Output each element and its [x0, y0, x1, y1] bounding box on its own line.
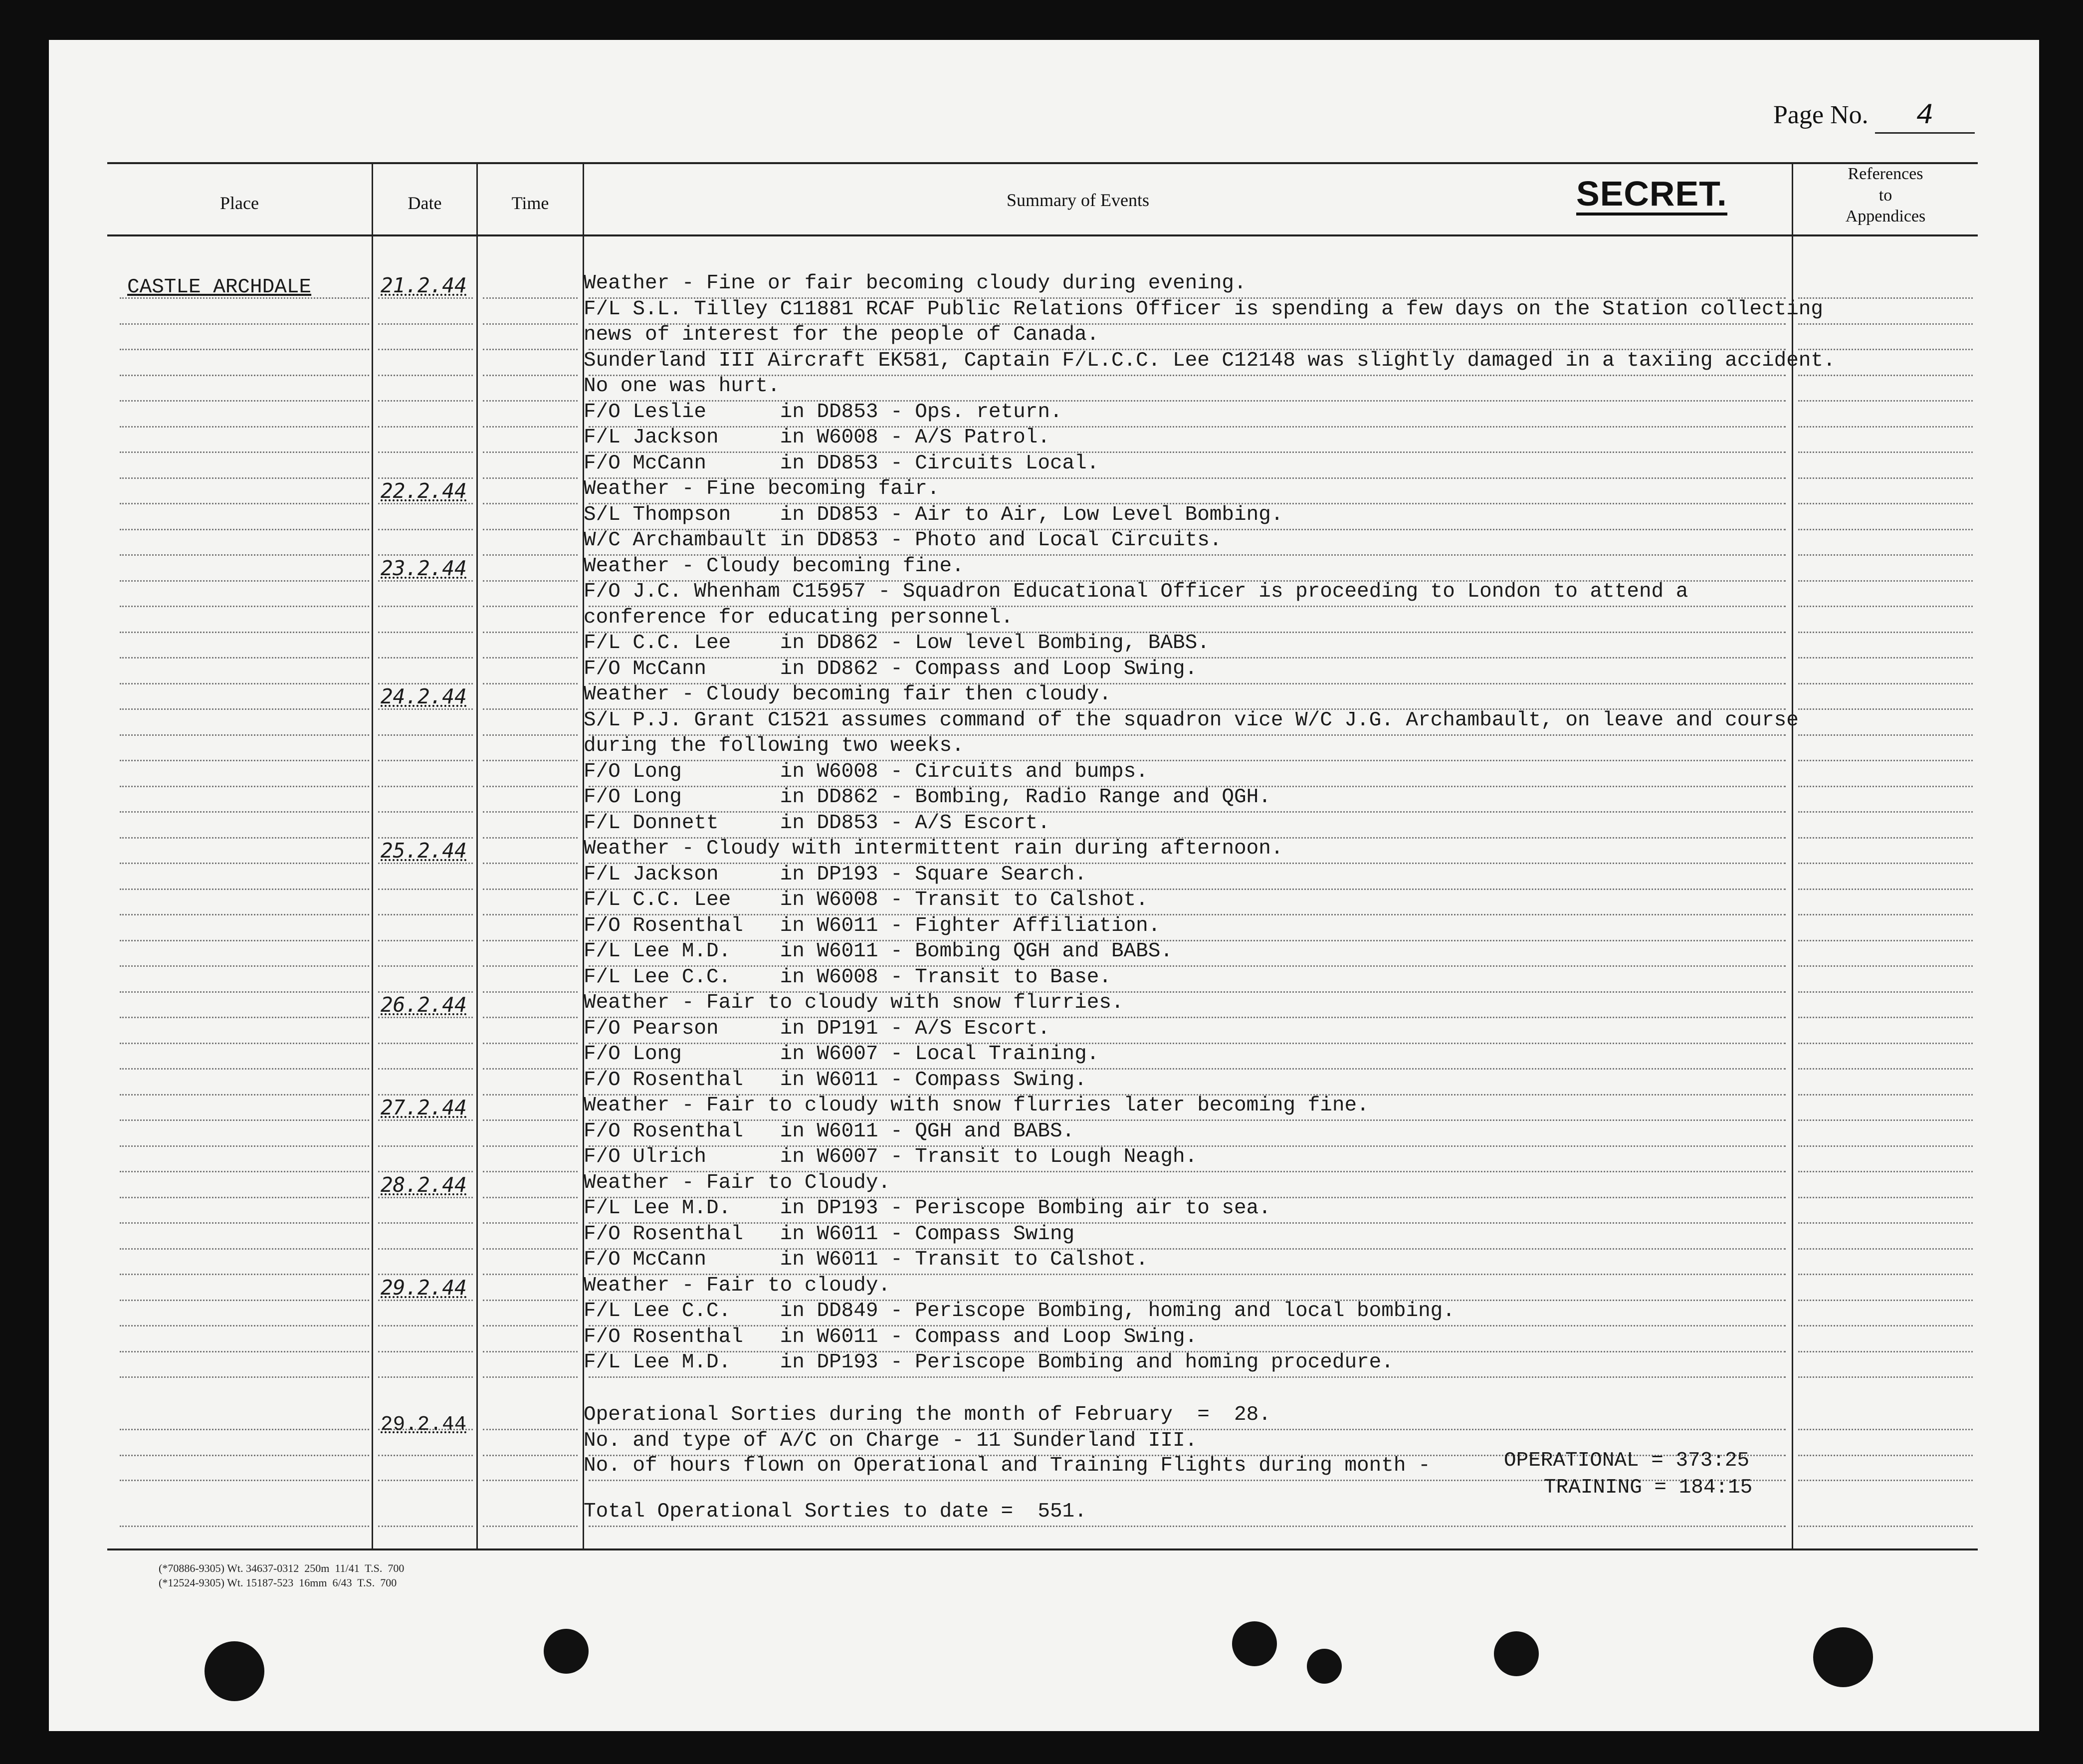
row-summary: during the following two weeks. [584, 734, 964, 757]
form-footer [159, 1561, 404, 1590]
row-ruling [483, 863, 578, 864]
row-ruling [483, 991, 578, 993]
row-ruling [483, 1043, 578, 1044]
row-ruling [1798, 554, 1973, 556]
row-ruling [483, 837, 578, 839]
row-summary: F/O Rosenthal in W6011 - Fighter Affiliation. [584, 914, 1161, 937]
row-ruling [120, 657, 369, 659]
row-ruling [483, 297, 578, 299]
row-ruling [483, 708, 578, 710]
row-ruling [1798, 375, 1973, 376]
row-ruling [483, 1325, 578, 1326]
row-ruling [1798, 914, 1973, 915]
row-ruling [378, 863, 473, 864]
header-time: Time [511, 193, 549, 213]
row-ruling [483, 1145, 578, 1147]
row-ruling [483, 1351, 578, 1352]
row-ruling [483, 426, 578, 428]
row-summary: Weather - Fine becoming fair. [584, 477, 940, 500]
row-summary: Weather - Cloudy with intermittent rain during afternoon. [584, 837, 1283, 860]
row-ruling [378, 503, 473, 504]
row-summary: F/L Lee M.D. in DP193 - Periscope Bombing air to sea. [584, 1197, 1271, 1220]
row-summary: Weather - Cloudy becoming fair then cloudy. [584, 683, 1111, 706]
row-date: 28.2.44 [381, 1173, 467, 1197]
row-ruling [120, 1526, 369, 1527]
row-ruling [120, 451, 369, 453]
row-ruling [1798, 1429, 1973, 1430]
row-ruling [378, 606, 473, 607]
row-summary: F/O Long in W6008 - Circuits and bumps. [584, 760, 1148, 783]
binder-hole [1232, 1621, 1277, 1666]
row-ruling [1798, 1300, 1973, 1301]
row-ruling [1798, 606, 1973, 607]
row-ruling [378, 400, 473, 402]
row-summary: Weather - Fine or fair becoming cloudy during evening. [584, 272, 1247, 295]
row-ruling [378, 1119, 473, 1121]
header-date: Date [408, 193, 442, 213]
header-bottom-border [107, 234, 1978, 236]
row-ruling [483, 1429, 578, 1430]
row-date: 24.2.44 [381, 684, 467, 708]
row-ruling [483, 1068, 578, 1070]
table-top-border [107, 162, 1978, 164]
row-ruling [483, 529, 578, 530]
row-ruling [1798, 1197, 1973, 1198]
row-ruling [483, 1119, 578, 1121]
row-ruling [483, 1480, 578, 1481]
row-ruling [1798, 1017, 1973, 1018]
row-ruling [1798, 400, 1973, 402]
row-ruling [378, 451, 473, 453]
row-ruling [120, 1094, 369, 1096]
row-date: 25.2.44 [381, 839, 467, 863]
row-ruling [1798, 632, 1973, 633]
footer-line-1: (*70886-9305) Wt. 34637-0312 250m 11/41 T.S. 700 [159, 1562, 405, 1574]
row-ruling [120, 1068, 369, 1070]
row-ruling [378, 1480, 473, 1481]
row-summary: F/L S.L. Tilley C11881 RCAF Public Relations Officer is spending a few days on the Station collecting [584, 298, 1824, 321]
row-summary: F/O McCann in W6011 - Transit to Calshot. [584, 1248, 1148, 1271]
row-summary: F/O McCann in DD862 - Compass and Loop Swing. [584, 658, 1198, 680]
row-ruling [1798, 1068, 1973, 1070]
row-ruling [1798, 1480, 1973, 1481]
footer-line-2: (*12524-9305) Wt. 15187-523 16mm 6/43 T.S. 700 [159, 1576, 397, 1589]
totals-training-hours: TRAINING = 184:15 [1544, 1476, 1753, 1499]
row-summary: Weather - Fair to cloudy. [584, 1274, 891, 1297]
row-ruling [120, 1480, 369, 1481]
row-ruling [120, 1222, 369, 1224]
row-ruling [1798, 683, 1973, 684]
row-ruling [483, 786, 578, 787]
row-ruling [120, 1248, 369, 1250]
row-summary: F/L C.C. Lee in DD862 - Low level Bombing, BABS. [584, 632, 1210, 655]
row-ruling [120, 683, 369, 684]
row-ruling [378, 708, 473, 710]
totals-hours-flown: No. of hours flown on Operational and Training Flights during month - [584, 1454, 1431, 1477]
row-ruling [1798, 863, 1973, 864]
row-ruling [1798, 837, 1973, 839]
row-ruling [1798, 1274, 1973, 1275]
row-ruling [120, 1429, 369, 1430]
row-summary: news of interest for the people of Canada. [584, 323, 1099, 346]
row-ruling [1798, 1325, 1973, 1326]
row-ruling [378, 1351, 473, 1352]
row-summary: F/L C.C. Lee in W6008 - Transit to Calshot. [584, 888, 1148, 911]
row-summary: F/O Rosenthal in W6011 - Compass Swing [584, 1223, 1075, 1246]
row-ruling [120, 1300, 369, 1301]
row-date: 27.2.44 [381, 1096, 467, 1119]
totals-sorties-month: Operational Sorties during the month of February = 28. [584, 1403, 1271, 1426]
row-summary: F/O J.C. Whenham C15957 - Squadron Educational Officer is proceeding to London to attend a [584, 580, 1688, 603]
row-ruling [378, 1455, 473, 1456]
row-summary: F/L Lee C.C. in W6008 - Transit to Base. [584, 966, 1111, 989]
row-date: 21.2.44 [381, 273, 467, 297]
row-ruling [378, 1017, 473, 1018]
row-ruling [1798, 786, 1973, 787]
row-date: 23.2.44 [381, 556, 467, 580]
row-summary: F/O Long in DD862 - Bombing, Radio Range and QGH. [584, 786, 1271, 809]
row-ruling [378, 657, 473, 659]
row-ruling [378, 888, 473, 890]
row-summary: W/C Archambault in DD853 - Photo and Local Circuits. [584, 529, 1222, 552]
row-ruling [378, 1300, 473, 1301]
row-ruling [483, 606, 578, 607]
row-ruling [1798, 811, 1973, 813]
row-ruling [483, 760, 578, 761]
row-ruling [483, 580, 578, 582]
header-place: Place [220, 193, 259, 213]
row-ruling [120, 708, 369, 710]
row-ruling [378, 580, 473, 582]
row-ruling [120, 349, 369, 350]
row-ruling [483, 734, 578, 736]
row-ruling [1798, 1222, 1973, 1224]
row-ruling [120, 914, 369, 915]
row-ruling [378, 1068, 473, 1070]
row-ruling [1798, 426, 1973, 428]
row-ruling [483, 323, 578, 325]
row-ruling [378, 632, 473, 633]
row-ruling [120, 1274, 369, 1275]
totals-aircraft-on-charge: No. and type of A/C on Charge - 11 Sunderland III. [584, 1429, 1198, 1452]
row-ruling [120, 1376, 369, 1378]
row-ruling [1798, 940, 1973, 941]
row-ruling [120, 1325, 369, 1326]
row-summary: F/O Ulrich in W6007 - Transit to Lough Neagh. [584, 1145, 1198, 1168]
row-ruling [1798, 1094, 1973, 1096]
row-ruling [378, 297, 473, 299]
row-summary: Weather - Fair to cloudy with snow flurries. [584, 991, 1124, 1014]
row-ruling [378, 1171, 473, 1172]
row-ruling [483, 888, 578, 890]
row-ruling [483, 632, 578, 633]
row-summary: F/O Rosenthal in W6011 - QGH and BABS. [584, 1120, 1075, 1143]
row-ruling [378, 734, 473, 736]
row-ruling [1798, 1526, 1973, 1527]
row-ruling [120, 1119, 369, 1121]
binder-hole [544, 1629, 589, 1674]
row-summary: F/O Long in W6007 - Local Training. [584, 1043, 1099, 1066]
column-divider-time [476, 163, 478, 1549]
row-ruling [1798, 1455, 1973, 1456]
row-summary: No one was hurt. [584, 375, 780, 398]
row-ruling [120, 554, 369, 556]
row-ruling [120, 837, 369, 839]
row-ruling [120, 991, 369, 993]
row-ruling [378, 1043, 473, 1044]
totals-sorties-to-date: Total Operational Sorties to date = 551. [584, 1500, 1087, 1523]
row-ruling [1798, 503, 1973, 504]
binder-hole [1813, 1627, 1873, 1687]
row-ruling [1798, 297, 1973, 299]
row-ruling [120, 426, 369, 428]
row-ruling [1798, 451, 1973, 453]
row-ruling [378, 1222, 473, 1224]
row-ruling [483, 451, 578, 453]
row-ruling [378, 1274, 473, 1275]
secret-stamp: SECRET. [1576, 176, 1727, 216]
row-ruling [589, 1376, 1786, 1378]
row-ruling [483, 1526, 578, 1527]
row-ruling [1798, 529, 1973, 530]
row-ruling [1798, 734, 1973, 736]
row-summary: conference for educating personnel. [584, 606, 1014, 629]
row-ruling [483, 375, 578, 376]
row-ruling [120, 1197, 369, 1198]
row-summary: S/L P.J. Grant C1521 assumes command of the squadron vice W/C J.G. Archambault, on leave and course [584, 709, 1799, 732]
totals-date: 29.2.44 [381, 1413, 467, 1436]
row-ruling [1798, 965, 1973, 967]
row-summary: Weather - Fair to cloudy with snow flurries later becoming fine. [584, 1094, 1369, 1117]
header-summary: Summary of Events [1007, 190, 1149, 210]
row-ruling [483, 657, 578, 659]
page-number-value: 4 [1875, 100, 1975, 134]
row-ruling [378, 1526, 473, 1527]
row-ruling [120, 323, 369, 325]
row-ruling [378, 811, 473, 813]
row-ruling [1798, 1351, 1973, 1352]
row-date: 26.2.44 [381, 993, 467, 1017]
row-ruling [120, 1043, 369, 1044]
row-ruling [483, 1274, 578, 1275]
row-ruling [120, 888, 369, 890]
row-ruling [120, 1351, 369, 1352]
row-ruling [120, 1171, 369, 1172]
row-ruling [483, 1017, 578, 1018]
row-summary: F/O McCann in DD853 - Circuits Local. [584, 452, 1099, 475]
row-ruling [1798, 1171, 1973, 1172]
row-summary: S/L Thompson in DD853 - Air to Air, Low Level Bombing. [584, 503, 1283, 526]
row-ruling [120, 965, 369, 967]
row-ruling [120, 1455, 369, 1456]
row-ruling [378, 1325, 473, 1326]
row-ruling [1798, 760, 1973, 761]
totals-operational-hours: OPERATIONAL = 373:25 [1504, 1449, 1750, 1472]
row-ruling [378, 426, 473, 428]
row-ruling [120, 786, 369, 787]
row-summary: F/L Donnett in DD853 - A/S Escort. [584, 812, 1050, 835]
row-date: 29.2.44 [381, 1276, 467, 1300]
row-ruling [483, 400, 578, 402]
row-ruling [120, 811, 369, 813]
header-references: References to Appendices [1845, 165, 1926, 225]
row-ruling [483, 1094, 578, 1096]
row-ruling [483, 1171, 578, 1172]
row-ruling [483, 683, 578, 684]
row-ruling [378, 375, 473, 376]
row-summary: Sunderland III Aircraft EK581, Captain F/L.C.C. Lee C12148 was slightly damaged in a taxiing accident. [584, 349, 1836, 372]
row-ruling [378, 965, 473, 967]
page-number [1773, 100, 1975, 134]
row-ruling [120, 760, 369, 761]
row-ruling [120, 400, 369, 402]
page-number-label: Page No. [1773, 101, 1869, 129]
row-ruling [1798, 657, 1973, 659]
row-summary: Weather - Cloudy becoming fine. [584, 555, 964, 578]
row-ruling [483, 554, 578, 556]
row-ruling [120, 529, 369, 530]
table-bottom-border [107, 1548, 1978, 1550]
row-ruling [378, 760, 473, 761]
row-ruling [1798, 991, 1973, 993]
row-ruling [1798, 1043, 1973, 1044]
row-ruling [1798, 1145, 1973, 1147]
row-ruling [483, 1222, 578, 1224]
row-ruling [120, 1017, 369, 1018]
row-ruling [378, 1248, 473, 1250]
row-summary: F/L Lee M.D. in W6011 - Bombing QGH and BABS. [584, 940, 1173, 963]
row-ruling [378, 1197, 473, 1198]
row-ruling [483, 1455, 578, 1456]
row-summary: F/L Lee C.C. in DD849 - Periscope Bombing, homing and local bombing. [584, 1300, 1455, 1323]
binder-hole [1307, 1649, 1342, 1684]
row-ruling [378, 1145, 473, 1147]
row-place: CASTLE ARCHDALE [127, 276, 312, 299]
row-ruling [378, 786, 473, 787]
row-ruling [483, 1376, 578, 1378]
column-divider-date [372, 163, 373, 1549]
row-ruling [120, 580, 369, 582]
binder-hole [205, 1641, 264, 1701]
row-ruling [483, 1300, 578, 1301]
row-ruling [483, 811, 578, 813]
row-summary: F/L Jackson in W6008 - A/S Patrol. [584, 426, 1050, 449]
row-summary: F/L Jackson in DP193 - Square Search. [584, 863, 1087, 886]
row-ruling [120, 1145, 369, 1147]
row-ruling [378, 554, 473, 556]
row-ruling [120, 477, 369, 479]
row-ruling [120, 863, 369, 864]
row-summary: Weather - Fair to Cloudy. [584, 1171, 891, 1194]
row-ruling [483, 914, 578, 915]
row-ruling [1798, 708, 1973, 710]
row-ruling [1798, 1248, 1973, 1250]
row-ruling [378, 323, 473, 325]
row-ruling [1798, 1376, 1973, 1378]
row-ruling [378, 914, 473, 915]
row-summary: F/O Pearson in DP191 - A/S Escort. [584, 1017, 1050, 1040]
row-summary: F/L Lee M.D. in DP193 - Periscope Bombing and homing procedure. [584, 1351, 1394, 1374]
row-ruling [1798, 580, 1973, 582]
row-ruling [483, 1248, 578, 1250]
row-ruling [1798, 1119, 1973, 1121]
row-ruling [1798, 888, 1973, 890]
row-ruling [378, 1376, 473, 1378]
row-ruling [1798, 477, 1973, 479]
row-ruling [378, 529, 473, 530]
row-ruling [120, 503, 369, 504]
row-ruling [483, 477, 578, 479]
row-ruling [120, 632, 369, 633]
row-ruling [120, 606, 369, 607]
row-ruling [1798, 323, 1973, 325]
row-ruling [483, 1197, 578, 1198]
row-ruling [483, 503, 578, 504]
row-ruling [483, 940, 578, 941]
row-ruling [120, 734, 369, 736]
row-ruling [120, 940, 369, 941]
row-summary: F/O Leslie in DD853 - Ops. return. [584, 401, 1062, 424]
row-date: 22.2.44 [381, 479, 467, 503]
row-summary: F/O Rosenthal in W6011 - Compass Swing. [584, 1069, 1087, 1092]
row-ruling [483, 349, 578, 350]
row-summary: F/O Rosenthal in W6011 - Compass and Loop Swing. [584, 1325, 1198, 1348]
row-ruling [483, 965, 578, 967]
binder-hole [1494, 1631, 1539, 1676]
row-ruling [589, 1526, 1786, 1527]
row-ruling [378, 940, 473, 941]
row-ruling [378, 349, 473, 350]
row-ruling [120, 375, 369, 376]
